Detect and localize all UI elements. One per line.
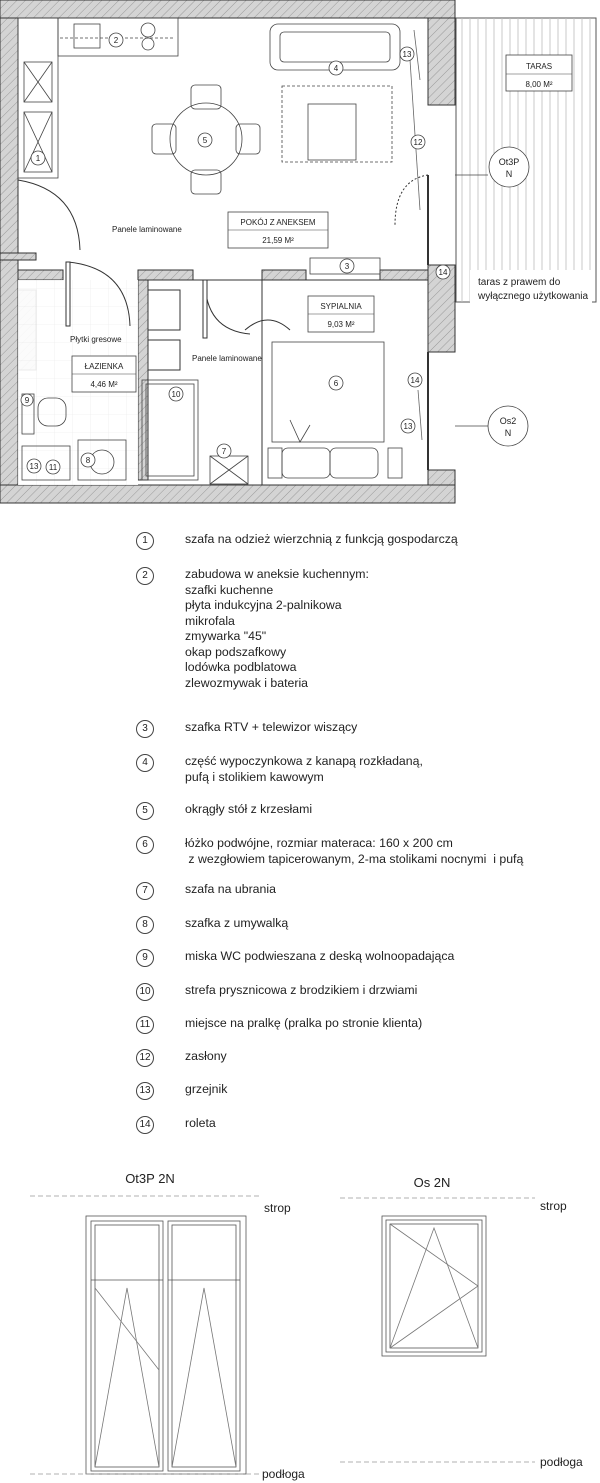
legend-text: grzejnik bbox=[185, 1082, 228, 1096]
bathroom-area: 4,46 M² bbox=[90, 380, 118, 389]
legend-num: 8 bbox=[136, 916, 154, 934]
marker-13-bedroom bbox=[401, 419, 415, 433]
os2-tag-line2: N bbox=[504, 428, 512, 438]
marker-3 bbox=[340, 259, 354, 273]
svg-text:10: 10 bbox=[171, 390, 181, 399]
marker-6 bbox=[329, 376, 343, 390]
floor-label-corridor: Panele laminowane bbox=[192, 354, 262, 363]
interior-partitions bbox=[148, 280, 428, 485]
legend-text: łóżko podwójne, rozmiar materaca: 160 x 200 cm z wezgłowiem tapicerowanym, 2-ma stolikami nocnymi i pufą bbox=[185, 836, 524, 866]
marker-5 bbox=[198, 133, 212, 147]
marker-7 bbox=[217, 444, 231, 458]
svg-text:12: 12 bbox=[413, 138, 423, 147]
legend-text: okrągły stół z krzesłami bbox=[185, 802, 313, 816]
svg-text:11: 11 bbox=[48, 463, 58, 472]
legend-num: 4 bbox=[136, 754, 154, 772]
legend-item-14 bbox=[136, 1116, 216, 1134]
svg-text:3: 3 bbox=[344, 262, 350, 271]
marker-10 bbox=[169, 387, 183, 401]
legend-num: 3 bbox=[136, 720, 154, 738]
svg-text:6: 6 bbox=[333, 379, 339, 388]
os2-ceiling-label: strop bbox=[540, 1199, 567, 1213]
legend-text: szafka RTV + telewizor wiszący bbox=[185, 720, 358, 734]
legend-item-3 bbox=[136, 720, 357, 738]
legend-item-2 bbox=[136, 567, 369, 691]
legend-item-6 bbox=[136, 836, 523, 867]
ot3p-tag-line1: Ot3P bbox=[498, 157, 520, 167]
room-label-bathroom bbox=[72, 356, 136, 392]
svg-text:4: 4 bbox=[333, 64, 339, 73]
legend-item-12 bbox=[136, 1049, 227, 1067]
legend-text: roleta bbox=[185, 1116, 216, 1130]
legend-item-8 bbox=[136, 916, 288, 934]
legend-text: strefa prysznicowa z brodzikiem i drzwiami bbox=[185, 983, 418, 997]
legend-item-9 bbox=[136, 949, 454, 967]
legend-num: 14 bbox=[136, 1116, 154, 1134]
os2-tag-line1: Os2 bbox=[499, 416, 517, 426]
legend-item-10 bbox=[136, 983, 417, 1001]
marker-14-living bbox=[436, 265, 450, 279]
room-label-living bbox=[228, 212, 328, 248]
legend-text: szafa na ubrania bbox=[185, 882, 276, 896]
legend-num: 13 bbox=[136, 1082, 154, 1100]
legend-text: zasłony bbox=[185, 1049, 227, 1063]
marker-4 bbox=[329, 61, 343, 75]
ot3p-ceiling-label: strop bbox=[264, 1201, 291, 1215]
marker-8 bbox=[81, 453, 95, 467]
living-room-area: 21,59 M² bbox=[262, 236, 294, 245]
wardrobe bbox=[210, 456, 248, 484]
legend-item-11 bbox=[136, 1016, 422, 1034]
marker-1 bbox=[31, 151, 45, 165]
ot3p-tag-line2: N bbox=[505, 169, 513, 179]
svg-text:1: 1 bbox=[35, 154, 41, 163]
legend-num: 2 bbox=[136, 567, 154, 585]
window-os2-elevation bbox=[340, 1175, 583, 1469]
legend-text: część wypoczynkowa z kanapą rozkładaną, pufą i stolikiem kawowym bbox=[185, 754, 423, 784]
marker-14-bedroom bbox=[408, 373, 422, 387]
marker-12 bbox=[411, 135, 425, 149]
marker-13-bathroom bbox=[27, 459, 41, 473]
legend-text: zabudowa w aneksie kuchennym: szafki kuchenne płyta indukcyjna 2-palnikowa mikrofala zmywarka "45" okap podszafkowy lodówka podblatowa zlewozmywak i bateria bbox=[185, 567, 369, 690]
svg-text:13: 13 bbox=[403, 422, 413, 431]
living-room-name: POKÓJ Z ANEKSEM bbox=[240, 218, 316, 227]
floor-label-living: Panele laminowane bbox=[112, 225, 182, 234]
legend-num: 12 bbox=[136, 1049, 154, 1067]
marker-13-living bbox=[400, 47, 414, 61]
terrace-note-line1: taras z prawem do bbox=[478, 277, 561, 288]
legend-num: 1 bbox=[136, 532, 154, 550]
window-elevations bbox=[0, 1160, 600, 1483]
terrace-area: 8,00 M² bbox=[525, 80, 553, 89]
terrace-note-line2: wyłącznego użytkowania bbox=[478, 291, 589, 302]
floor-plan bbox=[0, 0, 600, 505]
svg-text:14: 14 bbox=[438, 268, 448, 277]
ot3p-floor-label: podłoga bbox=[262, 1467, 305, 1481]
marker-9 bbox=[21, 394, 33, 406]
svg-text:5: 5 bbox=[202, 136, 208, 145]
bathroom-name: ŁAZIENKA bbox=[84, 362, 124, 371]
legend-num: 10 bbox=[136, 983, 154, 1001]
bedroom-area: 9,03 M² bbox=[327, 320, 355, 329]
double-bed bbox=[268, 342, 402, 478]
marker-11 bbox=[46, 460, 60, 474]
legend-text: miska WC podwieszana z deską wolnoopadająca bbox=[185, 949, 455, 963]
legend-item-1 bbox=[136, 532, 458, 550]
legend-text: miejsce na pralkę (pralka po stronie klienta) bbox=[185, 1016, 423, 1030]
floor-label-bathroom: Płytki gresowe bbox=[70, 335, 122, 344]
legend-num: 7 bbox=[136, 882, 154, 900]
svg-text:14: 14 bbox=[410, 376, 420, 385]
legend-item-7 bbox=[136, 882, 276, 900]
svg-text:13: 13 bbox=[29, 462, 39, 471]
legend-item-13 bbox=[136, 1082, 227, 1100]
room-label-bedroom bbox=[308, 296, 374, 332]
legend-num: 6 bbox=[136, 836, 154, 854]
os2-title: Os 2N bbox=[413, 1175, 451, 1190]
svg-text:9: 9 bbox=[24, 396, 30, 405]
legend-num: 5 bbox=[136, 802, 154, 820]
svg-text:8: 8 bbox=[85, 456, 91, 465]
marker-2 bbox=[109, 33, 123, 47]
window-ot3p-elevation bbox=[30, 1171, 305, 1481]
svg-text:2: 2 bbox=[113, 36, 119, 45]
bedroom-name: SYPIALNIA bbox=[320, 302, 362, 311]
legend-text: szafa na odzież wierzchnią z funkcją gospodarczą bbox=[185, 532, 458, 546]
legend-num: 9 bbox=[136, 949, 154, 967]
svg-text:7: 7 bbox=[221, 447, 227, 456]
svg-text:13: 13 bbox=[402, 50, 412, 59]
legend-item-4 bbox=[136, 754, 423, 785]
ot3p-title: Ot3P 2N bbox=[125, 1171, 175, 1186]
os2-floor-label: podłoga bbox=[540, 1455, 583, 1469]
legend-item-5 bbox=[136, 802, 312, 820]
legend-text: szafka z umywalką bbox=[185, 916, 289, 930]
sofa-area bbox=[270, 24, 400, 162]
terrace-name: TARAS bbox=[525, 62, 553, 71]
legend-num: 11 bbox=[136, 1016, 154, 1034]
